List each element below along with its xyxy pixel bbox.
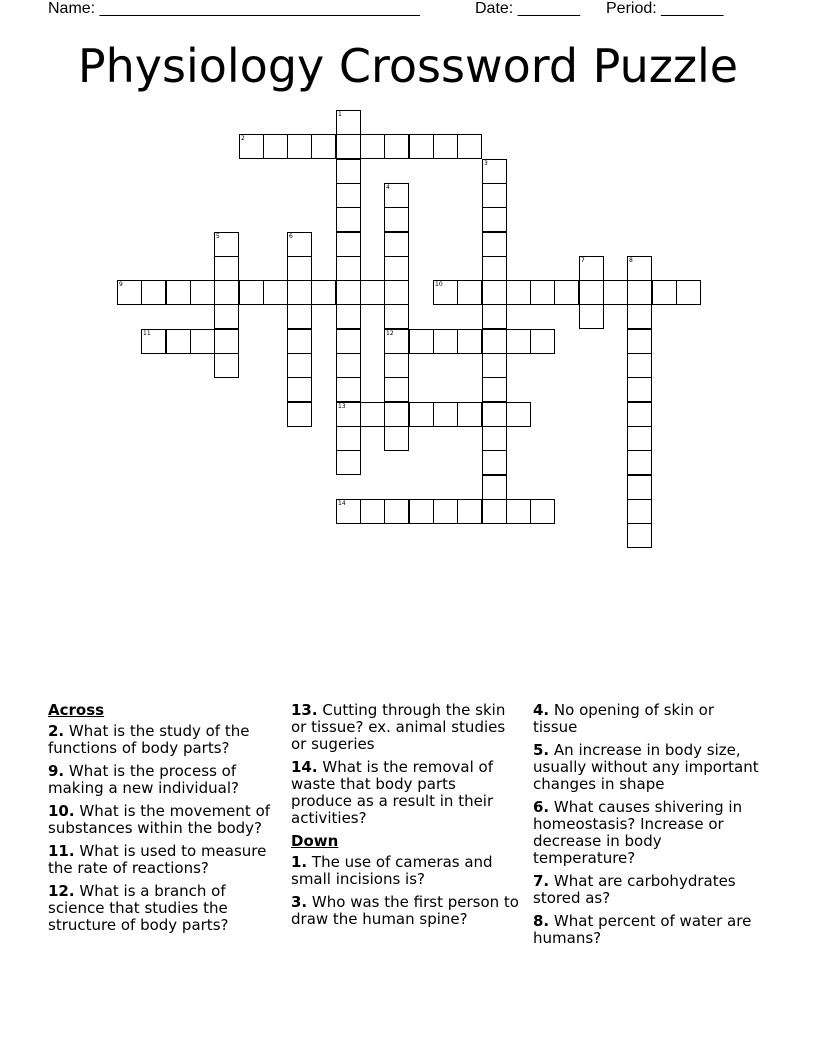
- crossword-cell[interactable]: [482, 499, 507, 524]
- crossword-cell[interactable]: [482, 426, 507, 451]
- crossword-cell[interactable]: [336, 402, 361, 427]
- across-heading: Across: [48, 701, 105, 719]
- crossword-cell[interactable]: [482, 159, 507, 184]
- crossword-cell[interactable]: [384, 256, 409, 281]
- clue-down-8: 8. What percent of water are humans?: [533, 912, 752, 947]
- crossword-cell[interactable]: [336, 377, 361, 402]
- page-title: Physiology Crossword Puzzle: [77, 39, 739, 93]
- crossword-cell[interactable]: [433, 402, 458, 427]
- crossword-cell[interactable]: [141, 329, 166, 354]
- crossword-cell[interactable]: [482, 183, 507, 208]
- date-field[interactable]: Date: _______: [475, 0, 580, 17]
- clue-down-7: 7. What are carbohydrates stored as?: [533, 872, 736, 907]
- crossword-cell[interactable]: [141, 280, 166, 305]
- clue-number: 10: [435, 281, 443, 288]
- crossword-cell[interactable]: [409, 329, 434, 354]
- crossword-cell[interactable]: [384, 499, 409, 524]
- crossword-cell[interactable]: [457, 499, 482, 524]
- crossword-cell[interactable]: [433, 329, 458, 354]
- crossword-cell[interactable]: [627, 402, 652, 427]
- crossword-cell[interactable]: [214, 304, 239, 329]
- crossword-cell[interactable]: [336, 353, 361, 378]
- crossword-cell[interactable]: [384, 329, 409, 354]
- crossword-cell[interactable]: [603, 280, 628, 305]
- clue-number: 13: [338, 403, 346, 410]
- crossword-cell[interactable]: [336, 329, 361, 354]
- crossword-cell[interactable]: [263, 134, 288, 159]
- crossword-cell[interactable]: [287, 353, 312, 378]
- crossword-cell[interactable]: [214, 329, 239, 354]
- crossword-cell[interactable]: [530, 329, 555, 354]
- crossword-cell[interactable]: [214, 280, 239, 305]
- clues-column-1: [48, 702, 278, 940]
- crossword-cell[interactable]: [384, 183, 409, 208]
- crossword-cell[interactable]: [214, 232, 239, 257]
- crossword-cell[interactable]: [263, 280, 288, 305]
- crossword-cell[interactable]: [239, 280, 264, 305]
- clue-number: 14: [338, 500, 346, 507]
- crossword-cell[interactable]: [214, 256, 239, 281]
- crossword-cell[interactable]: [627, 475, 652, 500]
- crossword-cell[interactable]: [287, 256, 312, 281]
- clue-number: 7: [581, 257, 585, 264]
- crossword-cell[interactable]: [482, 329, 507, 354]
- crossword-cell[interactable]: [627, 499, 652, 524]
- clue-across-14: 14. What is the removal of waste that body parts produce as a result in their activities?: [291, 758, 494, 827]
- crossword-cell[interactable]: [311, 134, 336, 159]
- crossword-cell[interactable]: [287, 329, 312, 354]
- clue-down-4: 4. No opening of skin or tissue: [533, 701, 714, 736]
- clue-down-5: 5. An increase in body size, usually without any important changes in shape: [533, 741, 759, 793]
- crossword-cell[interactable]: [336, 110, 361, 135]
- crossword-cell[interactable]: [287, 402, 312, 427]
- clue-number: 4: [386, 184, 390, 191]
- crossword-cell[interactable]: [360, 402, 385, 427]
- name-field[interactable]: Name: ____________________________________: [48, 0, 420, 17]
- crossword-cell[interactable]: [433, 499, 458, 524]
- crossword-cell[interactable]: [190, 329, 215, 354]
- crossword-cell[interactable]: [482, 353, 507, 378]
- crossword-cell[interactable]: [384, 304, 409, 329]
- crossword-cell[interactable]: [336, 450, 361, 475]
- clue-across-9: 9. What is the process of making a new individual?: [48, 762, 239, 797]
- crossword-cell[interactable]: [482, 402, 507, 427]
- clue-down-1: 1. The use of cameras and small incisions is?: [291, 853, 493, 888]
- crossword-cell[interactable]: [506, 402, 531, 427]
- crossword-cell[interactable]: [336, 183, 361, 208]
- crossword-cell[interactable]: [627, 426, 652, 451]
- crossword-cell[interactable]: [676, 280, 701, 305]
- crossword-cell[interactable]: [627, 353, 652, 378]
- clue-down-6: 6. What causes shivering in homeostasis? Increase or decrease in body temperature?: [533, 798, 743, 867]
- clue-number: 6: [289, 233, 293, 240]
- clue-number: 11: [143, 330, 151, 337]
- crossword-cell[interactable]: [190, 280, 215, 305]
- crossword-cell[interactable]: [384, 402, 409, 427]
- crossword-cell[interactable]: [117, 280, 142, 305]
- crossword-cell[interactable]: [433, 134, 458, 159]
- clue-number: 5: [216, 233, 220, 240]
- crossword-cell[interactable]: [287, 232, 312, 257]
- crossword-cell[interactable]: [166, 329, 191, 354]
- crossword-cell[interactable]: [433, 280, 458, 305]
- crossword-cell[interactable]: [336, 159, 361, 184]
- crossword-cell[interactable]: [482, 280, 507, 305]
- crossword-cell[interactable]: [482, 304, 507, 329]
- crossword-cell[interactable]: [384, 232, 409, 257]
- crossword-cell[interactable]: [336, 232, 361, 257]
- crossword-cell[interactable]: [482, 377, 507, 402]
- crossword-cell[interactable]: [384, 377, 409, 402]
- crossword-cell[interactable]: [166, 280, 191, 305]
- crossword-cell[interactable]: [579, 280, 604, 305]
- crossword-cell[interactable]: [214, 353, 239, 378]
- clue-number: 12: [386, 330, 394, 337]
- crossword-cell[interactable]: [627, 450, 652, 475]
- crossword-cell[interactable]: [554, 280, 579, 305]
- crossword-cell[interactable]: [506, 280, 531, 305]
- crossword-cell[interactable]: [457, 402, 482, 427]
- crossword-cell[interactable]: [457, 280, 482, 305]
- clue-number: 8: [629, 257, 633, 264]
- crossword-cell[interactable]: [530, 499, 555, 524]
- crossword-cell[interactable]: [579, 304, 604, 329]
- clues-column-3: [533, 702, 763, 953]
- crossword-cell[interactable]: [627, 523, 652, 548]
- clues-column-2: [291, 702, 521, 934]
- crossword-cell[interactable]: [627, 304, 652, 329]
- crossword-cell[interactable]: [287, 134, 312, 159]
- crossword-cell[interactable]: [506, 499, 531, 524]
- crossword-cell[interactable]: [336, 207, 361, 232]
- clue-across-2: 2. What is the study of the functions of body parts?: [48, 722, 250, 757]
- crossword-cell[interactable]: [457, 134, 482, 159]
- crossword-cell[interactable]: [384, 426, 409, 451]
- crossword-cell[interactable]: [482, 475, 507, 500]
- crossword-cell[interactable]: [287, 377, 312, 402]
- crossword-cell[interactable]: [360, 499, 385, 524]
- crossword-cell[interactable]: [482, 450, 507, 475]
- clue-across-10: 10. What is the movement of substances within the body?: [48, 802, 271, 837]
- crossword-cell[interactable]: [336, 280, 361, 305]
- period-field[interactable]: Period: _______: [606, 0, 724, 17]
- crossword-cell[interactable]: [287, 280, 312, 305]
- crossword-cell[interactable]: [360, 280, 385, 305]
- crossword-cell[interactable]: [287, 304, 312, 329]
- clue-number: 1: [338, 111, 342, 118]
- crossword-cell[interactable]: [336, 499, 361, 524]
- crossword-cell[interactable]: [336, 426, 361, 451]
- crossword-cell[interactable]: [627, 377, 652, 402]
- down-heading: Down: [291, 832, 339, 850]
- clue-down-3: 3. Who was the first person to draw the human spine?: [291, 893, 519, 928]
- crossword-cell[interactable]: [530, 280, 555, 305]
- clue-number: 3: [484, 160, 488, 167]
- crossword-cell[interactable]: [579, 256, 604, 281]
- crossword-cell[interactable]: [409, 134, 434, 159]
- clue-across-11: 11. What is used to measure the rate of reactions?: [48, 842, 267, 877]
- crossword-cell[interactable]: [482, 256, 507, 281]
- crossword-cell[interactable]: [384, 134, 409, 159]
- crossword-cell[interactable]: [409, 499, 434, 524]
- crossword-cell[interactable]: [627, 280, 652, 305]
- clue-number: 2: [241, 135, 245, 142]
- crossword-cell[interactable]: [336, 256, 361, 281]
- crossword-cell[interactable]: [384, 280, 409, 305]
- crossword-cell[interactable]: [384, 207, 409, 232]
- crossword-cell[interactable]: [239, 134, 264, 159]
- crossword-cell[interactable]: [627, 256, 652, 281]
- crossword-cell[interactable]: [482, 207, 507, 232]
- clue-across-13: 13. Cutting through the skin or tissue? ex. animal studies or sugeries: [291, 701, 506, 753]
- crossword-cell[interactable]: [627, 329, 652, 354]
- clue-across-12: 12. What is a branch of science that studies the structure of body parts?: [48, 882, 229, 934]
- crossword-cell[interactable]: [384, 353, 409, 378]
- crossword-cell[interactable]: [336, 134, 361, 159]
- crossword-cell[interactable]: [311, 280, 336, 305]
- crossword-cell[interactable]: [336, 304, 361, 329]
- crossword-cell[interactable]: [457, 329, 482, 354]
- crossword-cell[interactable]: [360, 134, 385, 159]
- clue-number: 9: [119, 281, 123, 288]
- crossword-cell[interactable]: [652, 280, 677, 305]
- crossword-cell[interactable]: [482, 232, 507, 257]
- crossword-cell[interactable]: [409, 402, 434, 427]
- crossword-cell[interactable]: [506, 329, 531, 354]
